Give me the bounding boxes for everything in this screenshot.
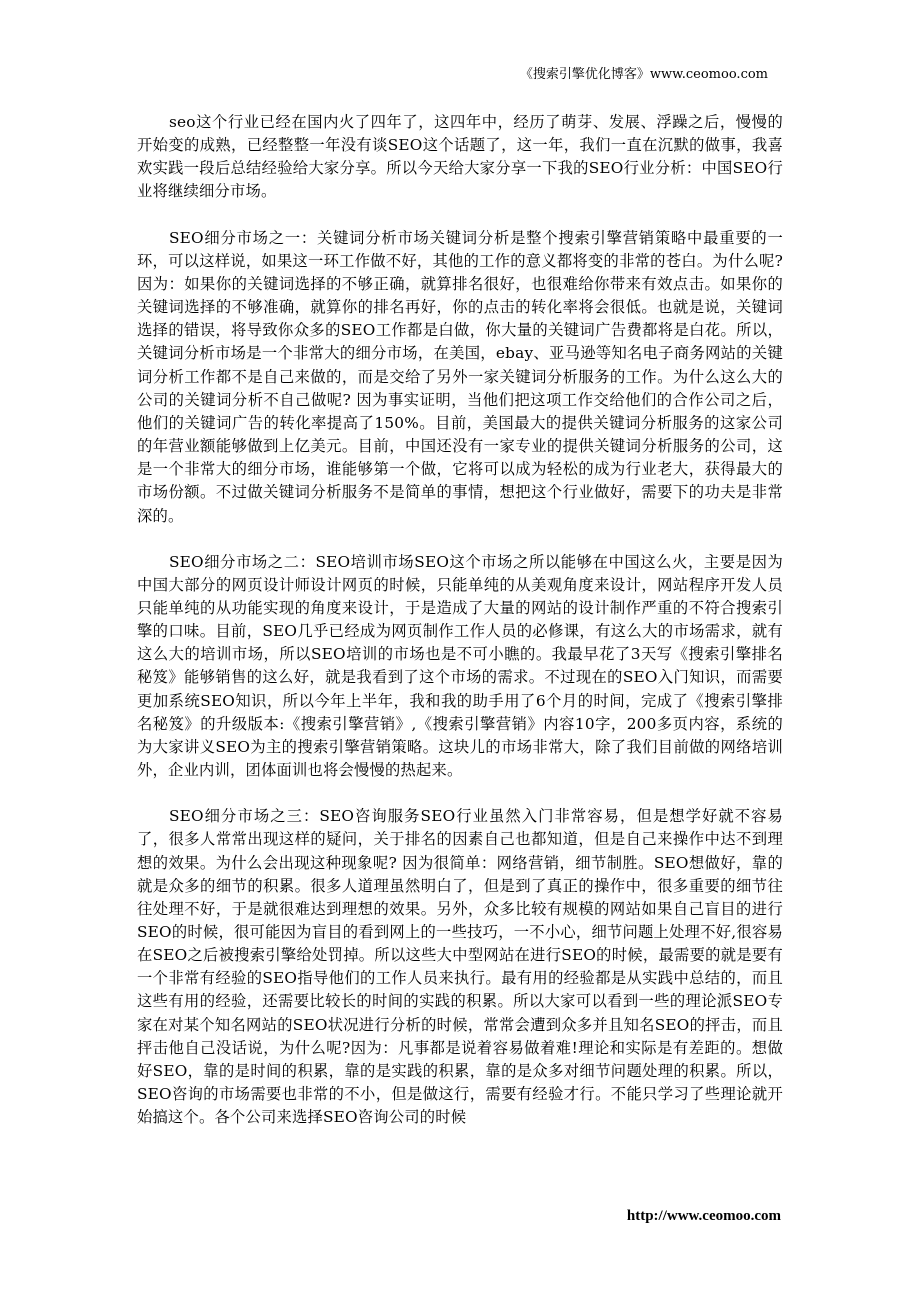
article-body xyxy=(137,111,783,1152)
footer-url: http://www.ceomoo.com xyxy=(626,1208,781,1224)
section-seo-consulting-paragraph: SEO细分市场之三：SEO咨询服务SEO行业虽然入门非常容易，但是想学好就不容易了，很多人常常出现这样的疑问，关于排名的因素自己也都知道，但是自己来操作中达不到理想的效果。为什么会出现这种现象呢? 因为很简单：网络营销，细节制胜。SEO想做好，靠的就是众多的细节的积累。很多人道理虽然明白了，但是到了真正的操作中，很多重要的细节往往处理不好，于是就很难达到理想的效果。另外，众多比较有规模的网站如果自己盲目的进行SEO的时候，很可能因为盲目的看到网上的一些技巧，一不小心，细节问题上处理不好,很容易在SEO之后被搜索引擎给处罚掉。所以这些大中型网站在进行SEO的时候，最需要的就是要有一个非常有经验的SEO指导他们的工作人员来执行。最有用的经验都是从实践中总结的，而且这些有用的经验，还需要比较长的时间的实践的积累。所以大家可以看到一些的理论派SEO专家在对某个知名网站的SEO状况进行分析的时候，常常会遭到众多并且知名SEO的抨击，而且抨击他自己没话说，为什么呢?因为：凡事都是说着容易做着难!理论和实际是有差距的。想做好SEO，靠的是时间的积累，靠的是实践的积累，靠的是众多对细节问题处理的积累。所以，SEO咨询的市场需要也非常的不小，但是做这行，需要有经验才行。不能只学习了些理论就开始搞这个。各个公司来选择SEO咨询公司的时候 xyxy=(137,807,783,1127)
page-header: 《搜索引擎优化博客》www.ceomoo.com xyxy=(519,67,768,82)
section-seo-training-paragraph: SEO细分市场之二：SEO培训市场SEO这个市场之所以能够在中国这么火，主要是因为中国大部分的网页设计师设计网页的时候，只能单纯的从美观角度来设计，网站程序开发人员只能单纯的从功能实现的角度来设计，于是造成了大量的网站的设计制作严重的不符合搜索引擎的口味。目前，SEO几乎已经成为网页制作工作人员的必修课，有这么大的市场需求，就有这么大的培训市场，所以SEO培训的市场也是不可小瞧的。我最早花了3天写《搜索引擎排名秘笈》能够销售的这么好，就是我看到了这个市场的需求。不过现在的SEO入门知识，而需要更加系统SEO知识，所以今年上半年，我和我的助手用了6个月的时间，完成了《搜索引擎排名秘笈》的升级版本:《搜索引擎营销》,《搜索引擎营销》内容10字，200多页内容，系统的为大家讲义SEO为主的搜索引擎营销策略。这块儿的市场非常大，除了我们目前做的网络培训外，企业内训，团体面训也将会慢慢的热起来。 xyxy=(137,552,783,780)
intro-paragraph: seo这个行业已经在国内火了四年了，这四年中，经历了萌芽、发展、浮躁之后，慢慢的开始变的成熟，已经整整一年没有谈SEO这个话题了，这一年，我们一直在沉默的做事，我喜欢实践一段后总结经验给大家分享。所以今天给大家分享一下我的SEO行业分析：中国SEO行业将继续细分市场。 xyxy=(137,113,783,201)
section-keyword-analysis-paragraph: SEO细分市场之一：关键词分析市场关键词分析是整个搜索引擎营销策略中最重要的一环，可以这样说，如果这一环工作做不好，其他的工作的意义都将变的非常的苍白。为什么呢?因为：如果你的关键词选择的不够正确，就算排名很好，也很难给你带来有效点击。如果你的关键词选择的不够准确，就算你的排名再好，你的点击的转化率将会很低。也就是说，关键词选择的错误，将导致你众多的SEO工作都是白做，你大量的关键词广告费都将是白花。所以，关键词分析市场是一个非常大的细分市场，在美国，ebay、亚马逊等知名电子商务网站的关键词分析工作都不是自己来做的，而是交给了另外一家关键词分析服务的工作。为什么这么大的公司的关键词分析不自己做呢? 因为事实证明，当他们把这项工作交给他们的合作公司之后，他们的关键词广告的转化率提高了150%。目前，美国最大的提供关键词分析服务的这家公司的年营业额能够做到上亿美元。目前，中国还没有一家专业的提供关键词分析服务的公司，这是一个非常大的细分市场，谁能够第一个做，它将可以成为轻松的成为行业老大，获得最大的市场份额。不过做关键词分析服务不是简单的事情，想把这个行业做好，需要下的功夫是非常深的。 xyxy=(137,228,783,525)
